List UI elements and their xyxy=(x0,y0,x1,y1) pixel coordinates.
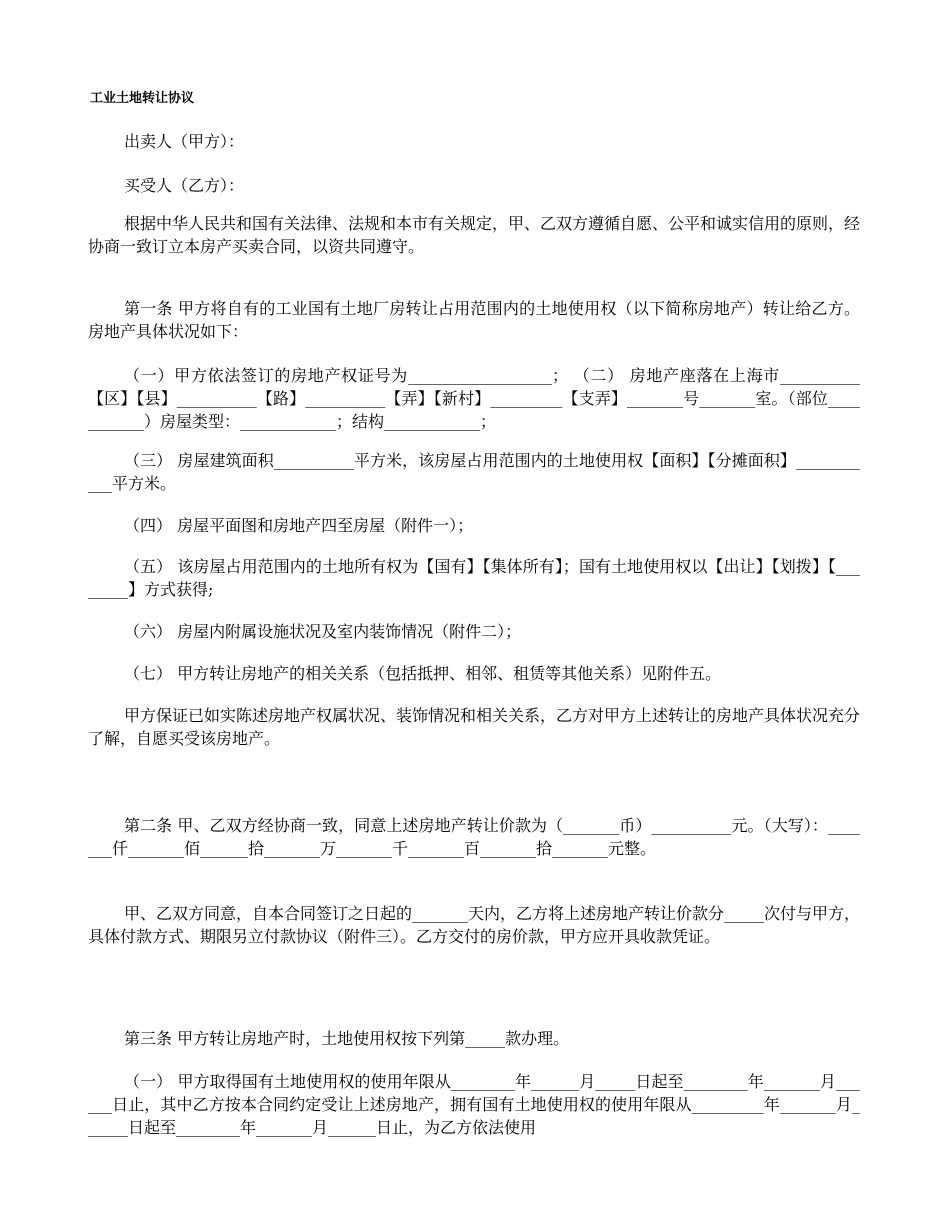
article-1-item-4: （四） 房屋平面图和房地产四至房屋（附件一）； xyxy=(124,516,474,535)
article-1-item-7: （七） 甲方转让房地产的相关关系（包括抵押、相邻、租赁等其他关系）见附件五。 xyxy=(124,664,722,683)
article-2-paragraph: 第二条 甲、乙双方经协商一致，同意上述房地产转让价款为（_______币）__________元。（大写）：_______仟_______佰______拾_______万_______千_______百_______拾_______元整。 xyxy=(88,816,860,858)
preamble-paragraph: 根据中华人民共和国有关法律、法规和本市有关规定，甲、乙双方遵循自愿、公平和诚实信用的原则，经协商一致订立本房产买卖合同，以资共同遵守。 xyxy=(88,214,861,256)
seller-guarantee-paragraph: 甲方保证已如实陈述房地产权属状况、装饰情况和相关关系，乙方对甲方上述转让的房地产具体状况充分了解，自愿买受该房地产。 xyxy=(88,706,861,748)
article-1-item-5: （五） 该房屋占用范围内的土地所有权为【国有】【集体所有】；国有土地使用权以【出让】【划拨】【________】方式获得; xyxy=(88,557,860,599)
article-3-paragraph: 第三条 甲方转让房地产时，土地使用权按下列第_____款办理。 xyxy=(124,1029,570,1048)
article-1-item-1-2: （一）甲方依法签订的房地产权证号为__________________； （二） 房地产座落在上海市__________【区】【县】__________【路】__________【弄】【新村】_________【支弄】_______号_______室。（部位___________）房屋类型：____________；结构____________； xyxy=(88,366,860,431)
article-1-item-6: （六） 房屋内附属设施状况及室内装饰情况（附件二）； xyxy=(124,622,522,641)
article-3-item-1: （一） 甲方取得国有土地使用权的使用年限从________年______月_____日起至________年_______月______日止，其中乙方按本合同约定受让上述房地产，拥有国有土地使用权的使用年限从_________年_______月______日起至________年_______月______日止，为乙方依法使用 xyxy=(88,1072,860,1137)
article-1-paragraph: 第一条 甲方将自有的工业国有土地厂房转让占用范围内的土地使用权（以下简称房地产）转让给乙方。房地产具体状况如下： xyxy=(88,299,860,341)
payment-terms-paragraph: 甲、乙双方同意，自本合同签订之日起的_______天内，乙方将上述房地产转让价款分_____次付与甲方，具体付款方式、期限另立付款协议（附件三）。乙方交付的房价款，甲方应开具收款凭证。 xyxy=(88,904,861,946)
article-1-item-3: （三） 房屋建筑面积__________平方米，该房屋占用范围内的土地使用权【面积】【分摊面积】___________平方米。 xyxy=(88,451,860,493)
document-title: 工业土地转让协议 xyxy=(90,91,195,106)
seller-line: 出卖人（甲方）： xyxy=(124,132,245,151)
buyer-line: 买受人（乙方）： xyxy=(124,176,245,195)
